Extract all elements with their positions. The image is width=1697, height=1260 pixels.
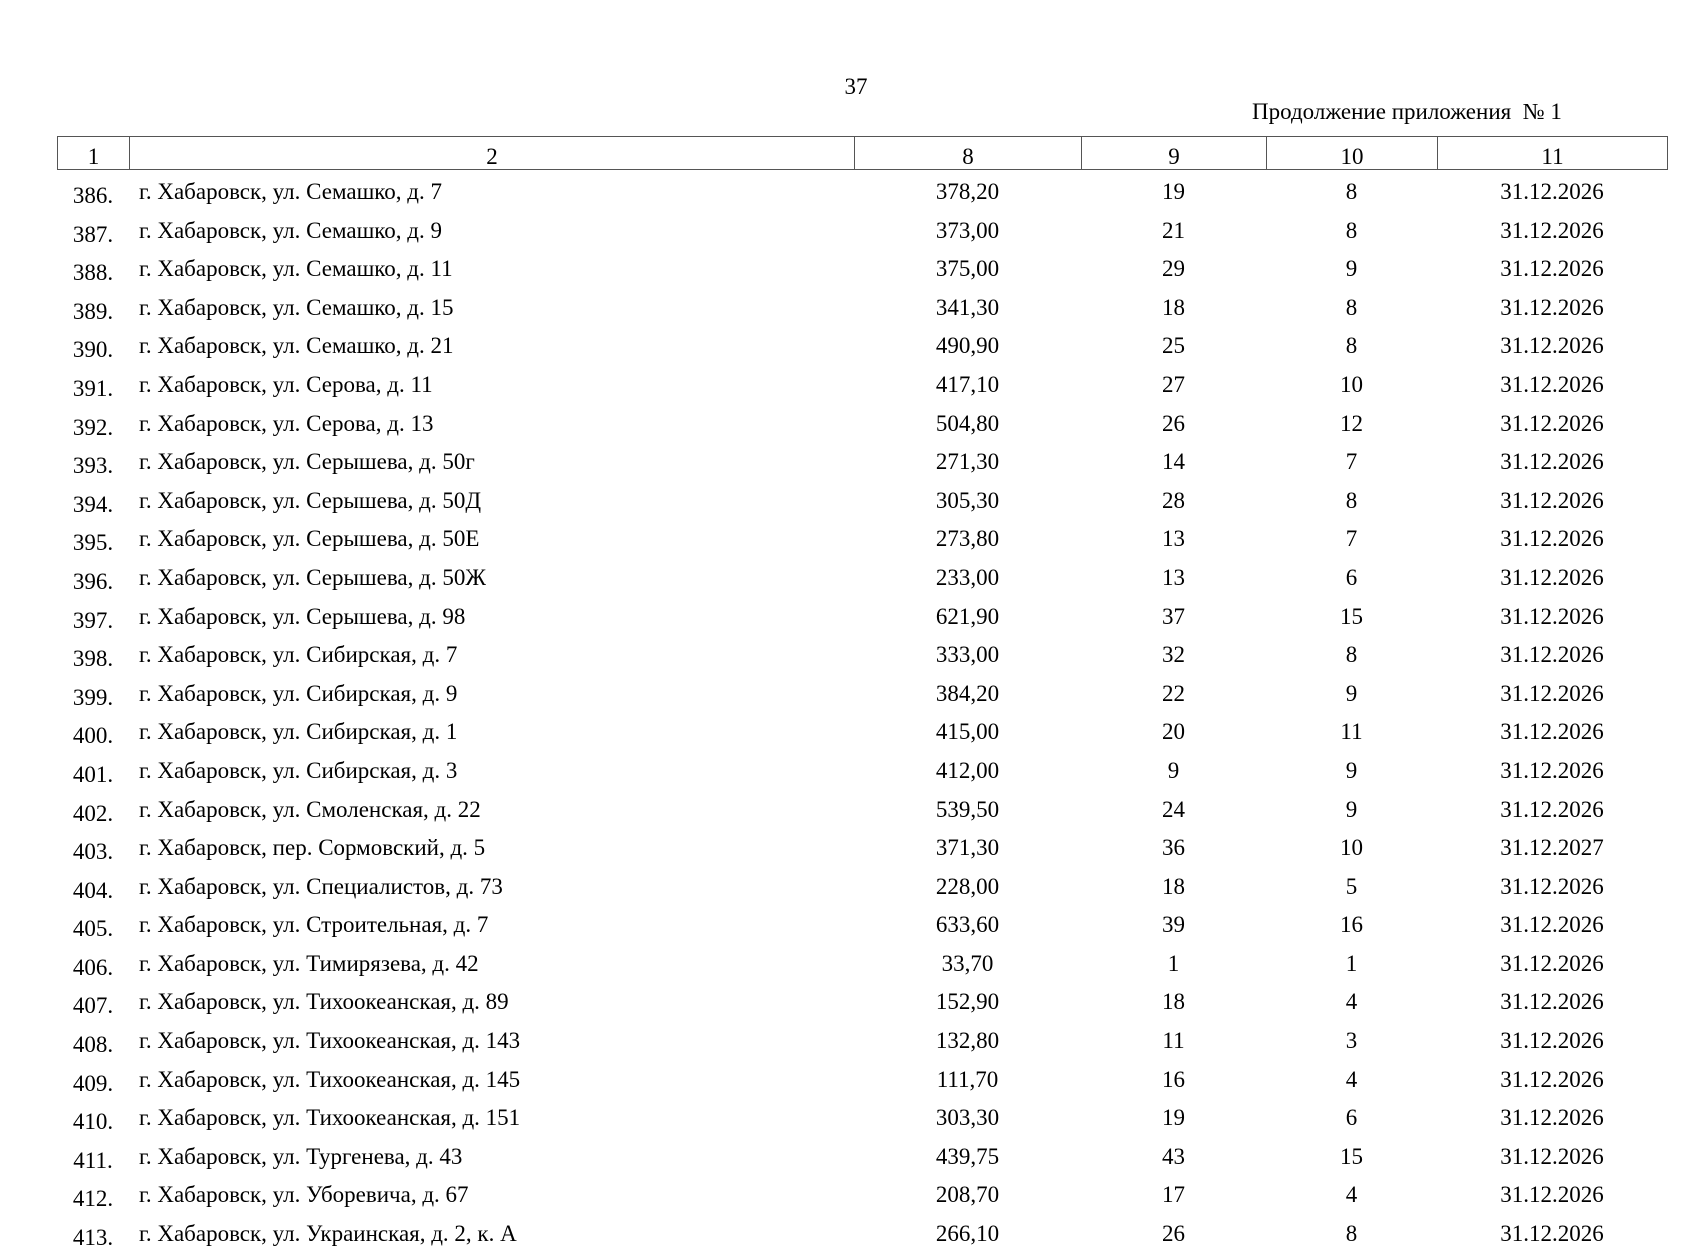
column-9-cell: 24 [1162, 796, 1185, 822]
column-10-cell: 15 [1340, 603, 1363, 629]
page-number: 37 [844, 74, 868, 99]
row-number-cell: 398. [72, 646, 114, 672]
column-11-cell: 31.12.2026 [1500, 487, 1604, 513]
row-number-cell: 404. [72, 877, 114, 903]
column-header: 8 [855, 137, 1082, 170]
column-10-cell: 15 [1340, 1143, 1363, 1169]
column-11-cell: 31.12.2026 [1500, 371, 1604, 397]
table-row [57, 488, 1667, 527]
row-number-cell: 387. [72, 221, 114, 247]
column-11-cell: 31.12.2026 [1500, 873, 1604, 899]
address-cell: г. Хабаровск, ул. Строительная, д. 7 [139, 912, 489, 938]
column-10-cell: 8 [1345, 333, 1358, 359]
column-9-cell: 21 [1162, 217, 1185, 243]
column-10-cell: 9 [1345, 796, 1358, 822]
column-10-cell: 7 [1345, 526, 1358, 552]
address-cell: г. Хабаровск, ул. Семашко, д. 9 [139, 217, 442, 243]
column-8-cell: 132,80 [935, 1028, 1000, 1054]
row-number-cell: 406. [72, 954, 114, 980]
address-cell: г. Хабаровск, ул. Семашко, д. 15 [139, 294, 454, 320]
table-row [57, 256, 1667, 295]
row-number-cell: 388. [72, 260, 114, 286]
column-10-cell: 6 [1345, 564, 1358, 590]
row-number-cell: 413. [72, 1225, 114, 1251]
column-8-cell: 305,30 [935, 487, 1000, 513]
address-cell: г. Хабаровск, ул. Серова, д. 13 [139, 410, 434, 436]
address-cell: г. Хабаровск, ул. Сибирская, д. 3 [139, 757, 458, 783]
column-10-cell: 4 [1345, 989, 1358, 1015]
column-8-cell: 266,10 [935, 1221, 1000, 1247]
column-10-cell: 10 [1340, 835, 1363, 861]
row-number-cell: 395. [72, 530, 114, 556]
table-row [57, 758, 1667, 797]
address-cell: г. Хабаровск, ул. Серышева, д. 50Е [139, 526, 480, 552]
column-11-cell: 31.12.2026 [1500, 410, 1604, 436]
column-11-cell: 31.12.2026 [1500, 950, 1604, 976]
column-9-cell: 19 [1162, 179, 1185, 204]
column-9-cell: 43 [1162, 1143, 1185, 1169]
column-10-cell: 16 [1340, 912, 1363, 938]
column-11-cell: 31.12.2026 [1500, 680, 1604, 706]
column-11-cell: 31.12.2026 [1500, 912, 1604, 938]
buildings-table [57, 179, 1667, 1260]
row-number-cell: 392. [72, 414, 114, 440]
table-row [57, 372, 1667, 411]
column-8-cell: 208,70 [935, 1182, 1000, 1208]
column-header: 11 [1438, 137, 1668, 170]
column-9-cell: 17 [1162, 1182, 1185, 1208]
column-9-cell: 13 [1162, 526, 1185, 552]
row-number-cell: 412. [72, 1186, 114, 1212]
address-cell: г. Хабаровск, ул. Тимирязева, д. 42 [139, 950, 479, 976]
table-row [57, 1028, 1667, 1067]
column-8-cell: 341,30 [935, 294, 1000, 320]
column-header-row [58, 137, 1668, 170]
column-8-cell: 384,20 [935, 680, 1000, 706]
column-11-cell: 31.12.2026 [1500, 333, 1604, 359]
column-8-cell: 621,90 [935, 603, 1000, 629]
row-number-cell: 402. [72, 800, 114, 826]
column-9-cell: 26 [1162, 410, 1185, 436]
table-row [57, 1105, 1667, 1144]
table-row [57, 218, 1667, 257]
row-number-cell: 408. [72, 1032, 114, 1058]
address-cell: г. Хабаровск, ул. Тихоокеанская, д. 145 [139, 1066, 521, 1092]
column-9-cell: 20 [1162, 719, 1185, 745]
address-cell: г. Хабаровск, ул. Смоленская, д. 22 [139, 796, 481, 822]
table-row [57, 1067, 1667, 1106]
continuation-label: Продолжение приложения № 1 [1252, 99, 1562, 124]
row-number-cell: 393. [72, 453, 114, 479]
address-cell: г. Хабаровск, ул. Семашко, д. 7 [139, 179, 442, 204]
column-8-cell: 233,00 [935, 564, 1000, 590]
table-row [57, 1144, 1667, 1183]
column-10-cell: 1 [1345, 950, 1358, 976]
table-row [57, 874, 1667, 913]
table-row [57, 797, 1667, 836]
table-row [57, 835, 1667, 874]
row-number-cell: 411. [73, 1147, 113, 1173]
column-9-cell: 18 [1162, 989, 1185, 1015]
column-10-cell: 8 [1345, 487, 1358, 513]
row-number-cell: 391. [72, 375, 114, 401]
address-cell: г. Хабаровск, ул. Сибирская, д. 1 [139, 719, 458, 745]
column-11-cell: 31.12.2026 [1500, 564, 1604, 590]
column-10-cell: 9 [1345, 680, 1358, 706]
address-cell: г. Хабаровск, ул. Семашко, д. 21 [139, 333, 454, 359]
row-number-cell: 409. [72, 1070, 114, 1096]
table-row [57, 411, 1667, 450]
column-10-cell: 5 [1345, 873, 1358, 899]
table-row [57, 1221, 1667, 1260]
column-8-cell: 412,00 [935, 757, 1000, 783]
row-number-cell: 400. [72, 723, 114, 749]
table-row [57, 719, 1667, 758]
column-11-cell: 31.12.2026 [1500, 719, 1604, 745]
column-8-cell: 228,00 [935, 873, 1000, 899]
column-header: 1 [58, 137, 130, 170]
table-row [57, 989, 1667, 1028]
column-11-cell: 31.12.2026 [1500, 796, 1604, 822]
row-number-cell: 386. [72, 183, 114, 208]
column-8-cell: 371,30 [935, 835, 1000, 861]
column-10-cell: 11 [1340, 719, 1363, 745]
address-cell: г. Хабаровск, ул. Сибирская, д. 7 [139, 642, 458, 668]
column-10-cell: 7 [1345, 449, 1358, 475]
address-cell: г. Хабаровск, ул. Серышева, д. 50Ж [139, 564, 486, 590]
column-11-cell: 31.12.2026 [1500, 1066, 1604, 1092]
table-row [57, 642, 1667, 681]
column-8-cell: 378,20 [935, 179, 1000, 204]
column-11-cell: 31.12.2026 [1500, 294, 1604, 320]
column-8-cell: 271,30 [935, 449, 1000, 475]
column-11-cell: 31.12.2026 [1500, 1143, 1604, 1169]
address-cell: г. Хабаровск, ул. Тургенева, д. 43 [139, 1143, 463, 1169]
address-cell: г. Хабаровск, ул. Специалистов, д. 73 [139, 873, 503, 899]
column-9-cell: 1 [1167, 950, 1180, 976]
column-11-cell: 31.12.2026 [1500, 256, 1604, 282]
column-8-cell: 633,60 [935, 912, 1000, 938]
column-10-cell: 4 [1345, 1066, 1358, 1092]
table-row [57, 333, 1667, 372]
column-9-cell: 28 [1162, 487, 1185, 513]
column-8-cell: 111,70 [936, 1066, 999, 1092]
table-row [57, 526, 1667, 565]
column-9-cell: 16 [1162, 1066, 1185, 1092]
column-8-cell: 303,30 [935, 1105, 1000, 1131]
address-cell: г. Хабаровск, ул. Серышева, д. 50г [139, 449, 475, 475]
address-cell: г. Хабаровск, ул. Серышева, д. 50Д [139, 487, 482, 513]
column-9-cell: 37 [1162, 603, 1185, 629]
table-row [57, 295, 1667, 334]
address-cell: г. Хабаровск, ул. Сибирская, д. 9 [139, 680, 458, 706]
address-cell: г. Хабаровск, ул. Серова, д. 11 [139, 371, 433, 397]
column-9-cell: 26 [1162, 1221, 1185, 1247]
table-row [57, 681, 1667, 720]
address-cell: г. Хабаровск, ул. Тихоокеанская, д. 89 [139, 989, 509, 1015]
column-11-cell: 31.12.2026 [1500, 642, 1604, 668]
column-9-cell: 19 [1162, 1105, 1185, 1131]
column-8-cell: 439,75 [935, 1143, 1000, 1169]
column-9-cell: 22 [1162, 680, 1185, 706]
row-number-cell: 389. [72, 298, 114, 324]
address-cell: г. Хабаровск, ул. Украинская, д. 2, к. А [139, 1221, 517, 1247]
column-9-cell: 18 [1162, 294, 1185, 320]
column-9-cell: 9 [1167, 757, 1180, 783]
table-row [57, 179, 1667, 218]
column-11-cell: 31.12.2026 [1500, 1028, 1604, 1054]
column-8-cell: 33,70 [941, 950, 994, 976]
column-header: 2 [130, 137, 855, 170]
column-9-cell: 39 [1162, 912, 1185, 938]
address-cell: г. Хабаровск, ул. Тихоокеанская, д. 143 [139, 1028, 521, 1054]
column-8-cell: 375,00 [935, 256, 1000, 282]
column-10-cell: 8 [1345, 294, 1358, 320]
address-cell: г. Хабаровск, ул. Тихоокеанская, д. 151 [139, 1105, 521, 1131]
column-header-table [57, 136, 1668, 170]
column-8-cell: 417,10 [935, 371, 1000, 397]
column-11-cell: 31.12.2026 [1500, 757, 1604, 783]
column-8-cell: 415,00 [935, 719, 1000, 745]
column-11-cell: 31.12.2026 [1500, 1182, 1604, 1208]
address-cell: г. Хабаровск, ул. Уборевича, д. 67 [139, 1182, 469, 1208]
column-10-cell: 4 [1345, 1182, 1358, 1208]
row-number-cell: 410. [72, 1109, 114, 1135]
column-9-cell: 14 [1162, 449, 1185, 475]
column-10-cell: 12 [1340, 410, 1363, 436]
column-10-cell: 8 [1345, 179, 1358, 204]
column-11-cell: 31.12.2026 [1500, 179, 1604, 204]
column-8-cell: 539,50 [935, 796, 1000, 822]
column-8-cell: 273,80 [935, 526, 1000, 552]
column-8-cell: 504,80 [935, 410, 1000, 436]
column-9-cell: 25 [1162, 333, 1185, 359]
column-header: 9 [1082, 137, 1267, 170]
row-number-cell: 396. [72, 568, 114, 594]
column-11-cell: 31.12.2026 [1500, 1221, 1604, 1247]
column-8-cell: 490,90 [935, 333, 1000, 359]
address-cell: г. Хабаровск, ул. Серышева, д. 98 [139, 603, 466, 629]
row-number-cell: 401. [72, 761, 114, 787]
column-9-cell: 32 [1162, 642, 1185, 668]
column-8-cell: 373,00 [935, 217, 1000, 243]
column-10-cell: 8 [1345, 642, 1358, 668]
table-row [57, 951, 1667, 990]
column-10-cell: 9 [1345, 757, 1358, 783]
row-number-cell: 399. [72, 684, 114, 710]
address-cell: г. Хабаровск, пер. Сормовский, д. 5 [139, 835, 486, 861]
column-9-cell: 36 [1162, 835, 1185, 861]
column-11-cell: 31.12.2026 [1500, 603, 1604, 629]
column-9-cell: 27 [1162, 371, 1185, 397]
row-number-cell: 390. [72, 337, 114, 363]
column-11-cell: 31.12.2026 [1500, 989, 1604, 1015]
table-row [57, 604, 1667, 643]
column-9-cell: 13 [1162, 564, 1185, 590]
column-10-cell: 3 [1345, 1028, 1358, 1054]
address-cell: г. Хабаровск, ул. Семашко, д. 11 [139, 256, 453, 282]
row-number-cell: 405. [72, 916, 114, 942]
column-10-cell: 8 [1345, 1221, 1358, 1247]
row-number-cell: 397. [72, 607, 114, 633]
row-number-cell: 407. [72, 993, 114, 1019]
column-8-cell: 333,00 [935, 642, 1000, 668]
table-row [57, 912, 1667, 951]
column-10-cell: 9 [1345, 256, 1358, 282]
table-row [57, 565, 1667, 604]
column-9-cell: 29 [1162, 256, 1185, 282]
row-number-cell: 403. [72, 839, 114, 865]
column-11-cell: 31.12.2026 [1500, 1105, 1604, 1131]
table-body [57, 179, 1667, 1260]
column-10-cell: 8 [1345, 217, 1358, 243]
column-10-cell: 6 [1345, 1105, 1358, 1131]
table-row [57, 1182, 1667, 1221]
column-11-cell: 31.12.2026 [1500, 217, 1604, 243]
column-header: 10 [1267, 137, 1438, 170]
column-9-cell: 11 [1162, 1028, 1185, 1054]
column-10-cell: 10 [1340, 371, 1363, 397]
column-11-cell: 31.12.2026 [1500, 526, 1604, 552]
column-11-cell: 31.12.2027 [1500, 835, 1604, 861]
row-number-cell: 394. [72, 491, 114, 517]
table-row [57, 449, 1667, 488]
column-9-cell: 18 [1162, 873, 1185, 899]
column-11-cell: 31.12.2026 [1500, 449, 1604, 475]
column-8-cell: 152,90 [935, 989, 1000, 1015]
